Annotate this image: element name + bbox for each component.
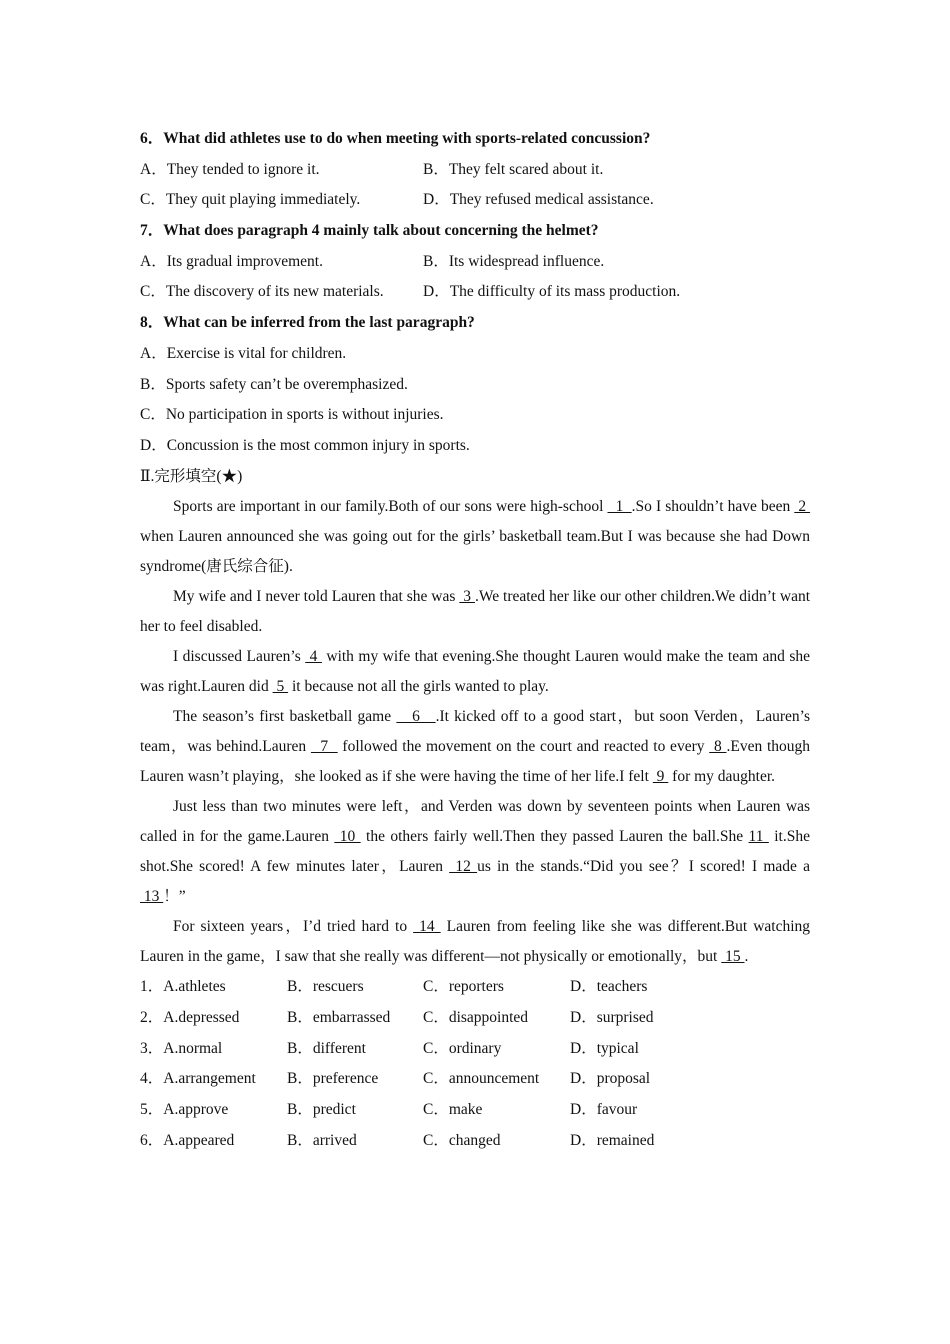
option: B．They felt scared about it. — [423, 160, 604, 178]
option: A．Its gradual improvement. — [140, 252, 323, 270]
answer-option: 2．A.depressed — [140, 1008, 240, 1026]
option: B．Its widespread influence. — [423, 252, 605, 270]
answer-option: B．embarrassed — [287, 1008, 391, 1026]
answer-option: B．different — [287, 1039, 366, 1057]
answer-option: C．make — [423, 1101, 483, 1118]
passage-text: with my wife that evening.She thought Lauren would make the team and she was right.Lauren did — [140, 648, 810, 696]
passage-text: us in the stands.“Did you see？I scored! I made a — [477, 858, 810, 876]
answer-option: B．arrived — [287, 1131, 357, 1149]
passage-text: .It kicked off to a good start，but soon Verden，Lauren’s team，was behind.Lauren — [140, 708, 811, 756]
answer-option: B．predict — [287, 1101, 356, 1118]
answer-option: D．typical — [570, 1039, 639, 1057]
passage-paragraph — [140, 582, 810, 642]
answer-option: C．changed — [423, 1131, 501, 1149]
passage-text: followed the movement on the court and reacted to every — [337, 738, 710, 756]
document-page — [140, 124, 810, 1156]
question-stem: 7．What does paragraph 4 mainly talk about concerning the helmet? — [140, 222, 599, 240]
answer-option: 4．A.arrangement — [140, 1070, 256, 1088]
cloze-blank: 7 — [310, 738, 338, 756]
option-row — [140, 155, 810, 186]
option: C．They quit playing immediately. — [140, 191, 361, 209]
answer-row — [140, 972, 810, 1003]
passage-text: when Lauren announced she was going out for the girls’ basketball team.But I was because she had Down syndrome(唐氏综合征). — [140, 528, 810, 576]
option: A．They tended to ignore it. — [140, 160, 320, 178]
answer-option: D．proposal — [570, 1070, 651, 1088]
passage-text: it.She shot.She scored! A few minutes later，Lauren — [140, 828, 810, 876]
answer-option: C．announcement — [423, 1070, 540, 1088]
option: C．The discovery of its new materials. — [140, 283, 384, 301]
answer-option: D．remained — [570, 1131, 655, 1149]
answer-option: C．ordinary — [423, 1039, 502, 1057]
cloze-blank: 12 — [449, 858, 478, 876]
question-stem: 8．What can be inferred from the last paragraph? — [140, 314, 475, 332]
passage-text: it because not all the girls wanted to play. — [288, 678, 549, 696]
option: B．Sports safety can’t be overemphasized. — [140, 375, 408, 393]
answer-option: 5．A.approve — [140, 1101, 229, 1118]
option-row — [140, 277, 810, 308]
passage-text: My wife and I never told Lauren that she was — [173, 588, 460, 606]
option: D．Concussion is the most common injury in sports. — [140, 436, 470, 454]
answer-row — [140, 1064, 810, 1095]
answer-option: 6．A.appeared — [140, 1131, 235, 1149]
answer-row — [140, 1126, 810, 1157]
cloze-blank: 9 — [652, 768, 669, 786]
cloze-passage — [140, 492, 810, 972]
passage-text: . — [744, 948, 749, 966]
cloze-blank: 5 — [272, 678, 289, 696]
option: D．They refused medical assistance. — [423, 191, 654, 209]
option: D．The difficulty of its mass production. — [423, 283, 681, 301]
passage-text: ！” — [163, 888, 186, 906]
cloze-blank: 15 — [721, 948, 745, 966]
passage-text: Sports are important in our family.Both of our sons were high-school — [173, 498, 608, 516]
answer-option: 3．A.normal — [140, 1039, 223, 1057]
cloze-blank: 8 — [709, 738, 727, 756]
option: C．No participation in sports is without injuries. — [140, 406, 444, 424]
answer-option: B．preference — [287, 1070, 379, 1088]
passage-paragraph — [140, 792, 810, 912]
passage-text: .Even though Lauren wasn’t playing，she looked as if she were having the time of her life.I felt — [140, 738, 811, 786]
passage-text: for my daughter. — [668, 768, 776, 786]
section-title: Ⅱ.完形填空(★) — [140, 467, 243, 485]
passage-text: Just less than two minutes were left，and Verden was down by seventeen points when Lauren was called in for the game.Lauren — [140, 798, 810, 846]
cloze-blank: 2 — [794, 498, 811, 516]
answer-option: 1．A.athletes — [140, 978, 226, 996]
answer-options — [140, 972, 810, 1156]
question-stem: 6．What did athletes use to do when meeting with sports-related concussion? — [140, 130, 651, 147]
cloze-blank: 13 — [140, 888, 164, 906]
cloze-blank: 10 — [334, 828, 361, 846]
answer-row — [140, 1034, 810, 1065]
answer-row — [140, 1095, 810, 1126]
answer-option: D．surprised — [570, 1008, 654, 1026]
option-row — [140, 185, 810, 216]
passage-text: Lauren from feeling like she was different.But watching Lauren in the game，I saw that she really was different—not physically or emotionally，but — [140, 918, 811, 966]
cloze-blank: 4 — [305, 648, 322, 666]
answer-option: C．reporters — [423, 978, 504, 996]
passage-paragraph — [140, 912, 810, 972]
cloze-blank: 14 — [413, 918, 441, 936]
passage-text: .So I shouldn’t have been — [631, 498, 795, 516]
passage-text: .We treated her like our other children.We didn’t want her to feel disabled. — [140, 588, 811, 636]
cloze-blank: 6 — [396, 708, 436, 726]
passage-paragraph — [140, 492, 810, 582]
answer-option: B．rescuers — [287, 978, 364, 996]
cloze-blank: 1 — [607, 498, 632, 516]
option: A．Exercise is vital for children. — [140, 344, 347, 362]
answer-row — [140, 1003, 810, 1034]
answer-option: D．favour — [570, 1101, 638, 1118]
passage-paragraph — [140, 642, 810, 702]
passage-paragraph — [140, 702, 810, 792]
option-row — [140, 247, 810, 278]
cloze-blank: 11 — [748, 828, 769, 846]
passage-text: the others fairly well.Then they passed Lauren the ball.She — [360, 828, 749, 846]
cloze-blank: 3 — [459, 588, 475, 606]
passage-text: The season’s first basketball game — [173, 708, 397, 726]
answer-option: D．teachers — [570, 978, 648, 996]
passage-text: I discussed Lauren’s — [173, 648, 306, 666]
passage-text: For sixteen years，I’d tried hard to — [173, 918, 414, 936]
answer-option: C．disappointed — [423, 1008, 529, 1026]
